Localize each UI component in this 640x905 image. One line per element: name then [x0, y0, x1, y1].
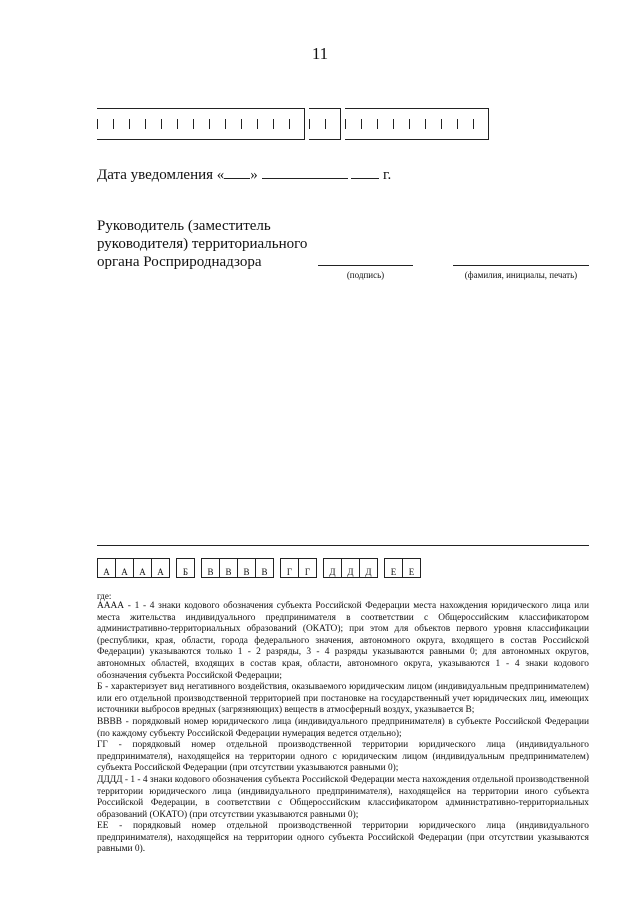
code-letter-group	[384, 558, 421, 578]
notification-date-line	[97, 164, 391, 184]
month-blank	[262, 164, 348, 179]
year-suffix: г.	[383, 167, 392, 183]
name-line	[453, 265, 589, 266]
legend-item: ВВВВ - порядковый номер юридического лица (индивидуального предпринимателя) в субъекте Российской Федерации (по каждому субъекту Российской Федерации нумерация ведется отдельно);	[97, 716, 589, 739]
code-letter-cell: А	[152, 559, 170, 577]
year-blank	[351, 164, 379, 179]
legend-item: Б - характеризует вид негативного воздействия, оказываемого юридическим лицом (индивидуальным предпринимателем) или его отдельной производственной территорией при постановке на государственный учет юридических лиц, имеющих источники выбросов вредных (загрязняющих) веществ в атмосферный воздух, указывается В;	[97, 682, 589, 716]
code-letter-cell: В	[202, 559, 220, 577]
code-structure-boxes	[97, 558, 427, 578]
code-letter-cell: Г	[281, 559, 299, 577]
code-letter-cell: А	[116, 559, 134, 577]
code-letter-cell: Б	[177, 559, 195, 577]
code-letter-group	[97, 558, 170, 578]
code-letter-cell: Д	[324, 559, 342, 577]
code-segment	[309, 108, 341, 140]
code-letter-cell: А	[134, 559, 152, 577]
legend-item: АААА - 1 - 4 знаки кодового обозначения субъекта Российской Федерации места нахождения юридического лица или места жительства индивидуального предпринимателя в соответствии с Общероссийским классификатором административно-территориальных образований (ОКАТО); при этом для объектов первого уровня классификации (республики, края, области, города федерального значения, автономного округа, входящего в состав Российской Федерации) указываются только 1 - 2 разряды, 3 - 4 разряды указываются равными 0; для автономных округов, автономных областей, входящих в состав края, области, автономного округа, указываются 1 - 4 знаки кодового обозначения субъекта Российской Федерации;	[97, 601, 589, 681]
legend-item: ДДДД - 1 - 4 знаки кодового обозначения субъекта Российской Федерации места нахождения отдельной производственной территории юридического лица (индивидуального предпринимателя), находящейся на территории иного субъекта Российской Федерации, в соответствии с Общероссийским классификатором административно-территориальных образований (ОКАТО) (при отсутствии указываются равными 0);	[97, 774, 589, 820]
registration-code-boxes	[97, 108, 493, 140]
code-letter-group	[201, 558, 274, 578]
head-title: Руководитель (заместитель руководителя) территориального органа Росприроднадзора	[97, 218, 308, 270]
name-caption: (фамилия, инициалы, печать)	[464, 270, 578, 280]
legend-item: ЕЕ - порядковый номер отдельной производственной территории юридического лица (индивидуального предпринимателя), находящейся на территории одного субъекта Российской Федерации (при отсутствии указываются равными 0).	[97, 821, 589, 855]
code-letter-group	[280, 558, 317, 578]
code-letter-group	[176, 558, 195, 578]
code-segment	[345, 108, 489, 140]
code-letter-cell: Д	[360, 559, 378, 577]
page-number: 11	[311, 44, 329, 63]
code-letter-cell: Е	[385, 559, 403, 577]
quote-close: »	[250, 167, 258, 183]
legend	[97, 601, 589, 856]
code-segment	[97, 108, 305, 140]
divider	[97, 545, 589, 546]
code-letter-cell: А	[98, 559, 116, 577]
code-letter-cell: В	[238, 559, 256, 577]
notification-date-label: Дата уведомления «	[97, 167, 225, 183]
code-letter-cell: Е	[403, 559, 421, 577]
code-letter-group	[323, 558, 378, 578]
code-letter-cell: Д	[342, 559, 360, 577]
code-letter-cell: В	[220, 559, 238, 577]
legend-item: ГГ - порядковый номер отдельной производственной территории юридического лица (индивидуального предпринимателя), находящейся на территории одного с юридическим лицом (индивидуальным предпринимателем) субъекта Российской Федерации (при отсутствии указываются равными 0);	[97, 740, 589, 774]
legend-intro: где:	[97, 591, 112, 601]
day-blank	[224, 164, 250, 179]
code-letter-cell: Г	[299, 559, 317, 577]
signature-caption: (подпись)	[346, 270, 385, 280]
signature-line	[318, 265, 413, 266]
code-letter-cell: В	[256, 559, 274, 577]
